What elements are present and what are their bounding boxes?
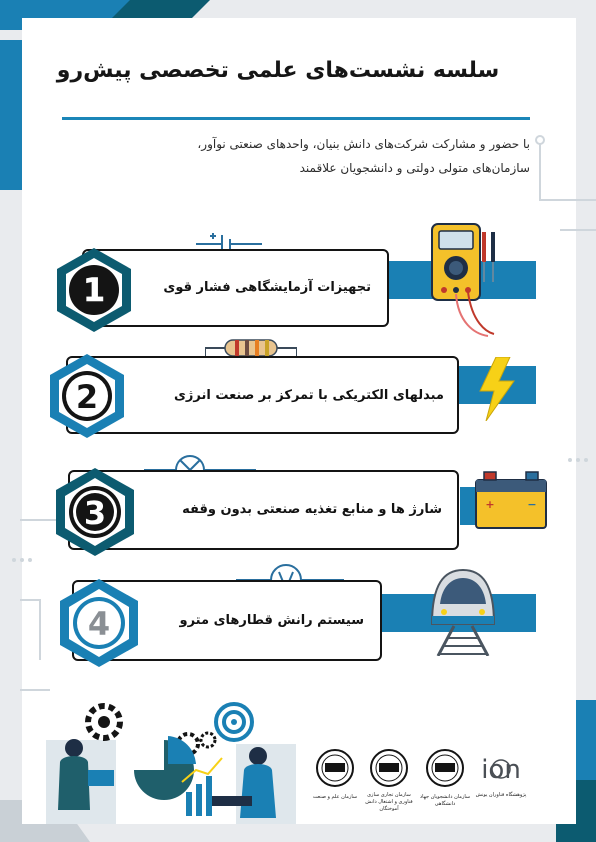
title-underline <box>62 117 530 120</box>
session-3-number-badge <box>52 466 138 558</box>
session-1-number-badge <box>54 246 134 334</box>
session-1-title: تجهیزات آزمایشگاهی فشار قوی <box>163 280 371 295</box>
jahad-logo-caption-3: سازمان علم و صنعت <box>312 794 358 800</box>
jahad-logo <box>369 748 409 788</box>
page-subtitle <box>60 132 530 180</box>
metro-train-icon <box>424 564 502 656</box>
multimeter-icon <box>428 222 508 340</box>
session-2-number-badge <box>46 352 128 440</box>
ion-logo-caption: پژوهشگاه فناوران یونش <box>475 792 527 798</box>
subtitle-line-1: با حضور و مشارکت شرکت‌های دانش بنیان، واحدهای صنعتی نوآور، <box>197 137 530 151</box>
lightning-bolt-icon <box>474 357 520 421</box>
jahad-logo <box>425 748 465 788</box>
session-3-title: شارژ ها و منابع تغذیه صنعتی بدون وقفه <box>182 502 442 517</box>
resistor-icon <box>205 338 297 358</box>
session-3-number: 3 <box>83 494 107 532</box>
svg-text:ion: ion <box>481 755 521 785</box>
car-battery-icon <box>472 470 550 532</box>
jahad-logo <box>315 748 355 788</box>
jahad-logo-caption-2: سازمان تجاری سازی فناوری و اشتغال دانش آموختگان <box>365 792 413 812</box>
session-2-number: 2 <box>75 378 99 416</box>
session-4-number-badge <box>56 577 142 669</box>
subtitle-line-2: سازمان‌های متولی دولتی و دانشجویان علاقمند <box>299 161 530 175</box>
session-2-title: مبدلهای الکتریکی با تمرکز بر صنعت انرژی <box>173 388 444 403</box>
svg-text:−: − <box>527 498 537 511</box>
jahad-logo-caption-1: سازمان دانشجویان جهاد دانشگاهی <box>419 794 471 807</box>
page-title: سلسه نشست‌های علمی تخصصی پیش‌رو <box>56 58 500 83</box>
teamwork-illustration <box>46 700 296 824</box>
ion-logo <box>472 750 530 790</box>
session-4-title: سیستم رانش قطارهای مترو <box>179 613 364 628</box>
session-1-number: 1 <box>82 271 106 309</box>
svg-text:+: + <box>485 498 495 511</box>
session-4-number: 4 <box>87 605 111 643</box>
